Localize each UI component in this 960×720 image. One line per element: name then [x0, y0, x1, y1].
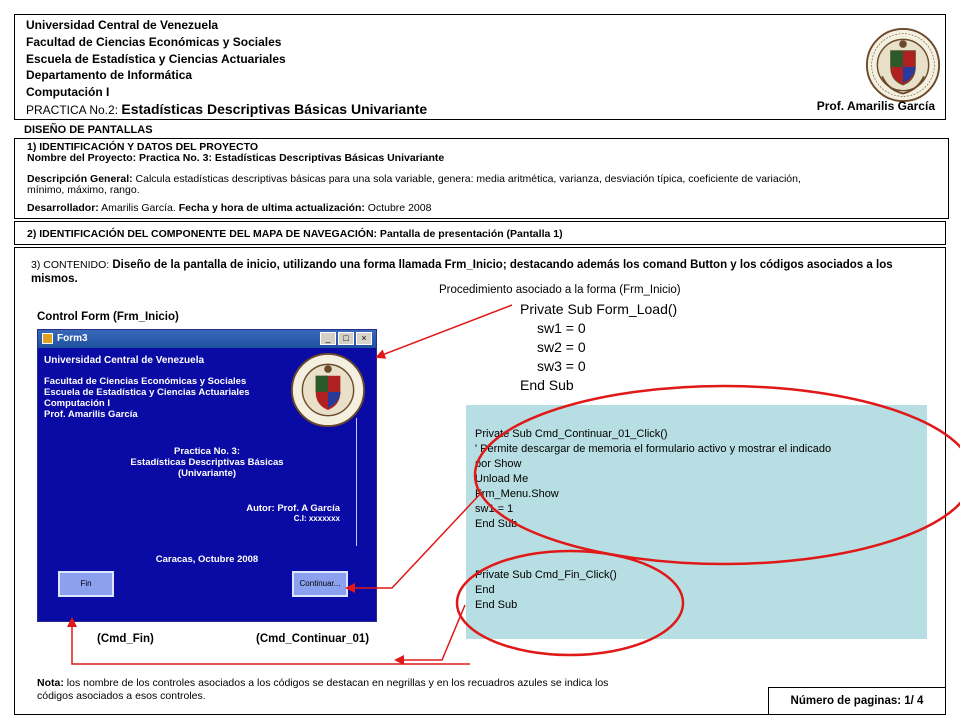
minimize-icon[interactable]: _	[320, 332, 336, 345]
form-date: Caracas, Octubre 2008	[155, 554, 259, 565]
cmd-fin-label: (Cmd_Fin)	[97, 633, 154, 645]
cmd-fin-arrow	[72, 619, 470, 664]
code-line: sw2 = 0	[537, 339, 586, 355]
continuar-button[interactable]: Continuar...	[292, 571, 348, 597]
content-text: Diseño de la pantalla de inicio, utilizando una forma llamada Frm_Inicio; destacando además los comand Button y los códigos asociados a los mismos.	[31, 259, 893, 285]
cmd-continuar-label: (Cmd_Continuar_01)	[256, 633, 370, 645]
description-label: Descripción General:	[27, 173, 133, 185]
section-title: DISEÑO DE PANTALLAS	[24, 124, 153, 136]
code-line: Private Sub Form_Load()	[520, 301, 678, 317]
code-line: Private Sub Cmd_Continuar_01_Click()	[475, 428, 668, 440]
form-course: Computación I	[44, 398, 110, 409]
form-practice-line: (Univariante)	[177, 468, 237, 479]
code-line: End Sub	[475, 518, 518, 530]
continuar-arrow	[347, 492, 482, 588]
page-number: Número de paginas: 1/ 4	[768, 687, 946, 715]
note-text: los nombre de los controles asociados a los códigos se destacan en negrillas y en los recuadros azules se indica los	[66, 677, 609, 689]
header-faculty: Facultad de Ciencias Económicas y Sociales	[26, 35, 282, 49]
note-text-2: códigos asociados a esos controles.	[37, 690, 206, 702]
code-line: Frm_Menu.Show	[475, 488, 559, 500]
project-name: Nombre del Proyecto: Practica No. 3: Estadísticas Descriptivas Básicas Univariante	[27, 152, 445, 164]
update-label: Fecha y hora de ultima actualización:	[178, 202, 365, 214]
developer-value: Amarilis García.	[101, 202, 176, 214]
practica-title: Estadísticas Descriptivas Básicas Univariante	[121, 101, 428, 117]
window-title: Form3	[57, 333, 88, 344]
form-professor: Prof. Amarilis García	[44, 409, 138, 420]
code-line: Unload Me	[475, 473, 529, 485]
code-line: End Sub	[520, 377, 574, 393]
note-label: Nota:	[37, 677, 64, 689]
update-value: Octubre 2008	[367, 202, 432, 214]
fin-code-ellipse	[457, 551, 683, 655]
header-department: Departamento de Informática	[26, 68, 193, 82]
code-line: sw1 = 0	[537, 320, 586, 336]
procedure-label: Procedimiento asociado a la forma (Frm_Inicio)	[439, 284, 681, 296]
professor-name: Prof. Amarilis García	[816, 99, 935, 113]
form-faculty: Facultad de Ciencias Económicas y Sociales	[44, 376, 247, 387]
control-form-label: Control Form (Frm_Inicio)	[37, 311, 179, 323]
code-line: sw1 = 1	[475, 503, 514, 515]
form-practice-line: Estadísticas Descriptivas Básicas	[130, 457, 284, 468]
description-text: Calcula estadísticas descriptivas básicas para una sola variable, genera: media aritmética, varianza, desviación típica, coeficiente de variación,	[135, 173, 801, 185]
code-line: End Sub	[475, 599, 518, 611]
form-author: Autor: Prof. A García	[246, 503, 340, 514]
description-text-2: mínimo, máximo, rango.	[27, 184, 140, 196]
identification-heading: 1) IDENTIFICACIÓN Y DATOS DEL PROYECTO	[27, 141, 259, 153]
maximize-icon[interactable]: □	[338, 332, 354, 345]
code-line: sw3 = 0	[537, 358, 586, 374]
content-prefix: 3) CONTENIDO:	[31, 259, 110, 271]
form-practice-line: Practica No. 3:	[174, 446, 240, 457]
developer-label: Desarrollador:	[27, 202, 99, 214]
code-line: Private Sub Cmd_Fin_Click()	[475, 569, 617, 581]
fin-button[interactable]: Fin	[58, 571, 114, 597]
code-line: por Show	[475, 458, 522, 470]
code-line: ' Permite descargar de memoria el formulario activo y mostrar el indicado	[475, 443, 832, 455]
practica-prefix: PRACTICA No.2:	[26, 103, 119, 117]
form-school: Escuela de Estadística y Ciencias Actuariales	[44, 387, 250, 398]
header-course: Computación I	[26, 85, 110, 99]
form-ci: C.I: xxxxxxx	[293, 514, 340, 523]
cmd-continuar-arrow	[396, 605, 465, 660]
close-icon[interactable]: ×	[356, 332, 372, 345]
code-line: End	[475, 584, 495, 596]
form-university: Universidad Central de Venezuela	[44, 355, 205, 366]
continuar-code-ellipse	[475, 386, 960, 564]
header-university: Universidad Central de Venezuela	[26, 18, 219, 32]
header-school: Escuela de Estadística y Ciencias Actuariales	[26, 52, 286, 66]
navigation-text: 2) IDENTIFICACIÓN DEL COMPONENTE DEL MAPA DE NAVEGACIÓN: Pantalla de presentación (Pantalla 1)	[27, 228, 563, 240]
form-load-arrow	[377, 305, 512, 357]
